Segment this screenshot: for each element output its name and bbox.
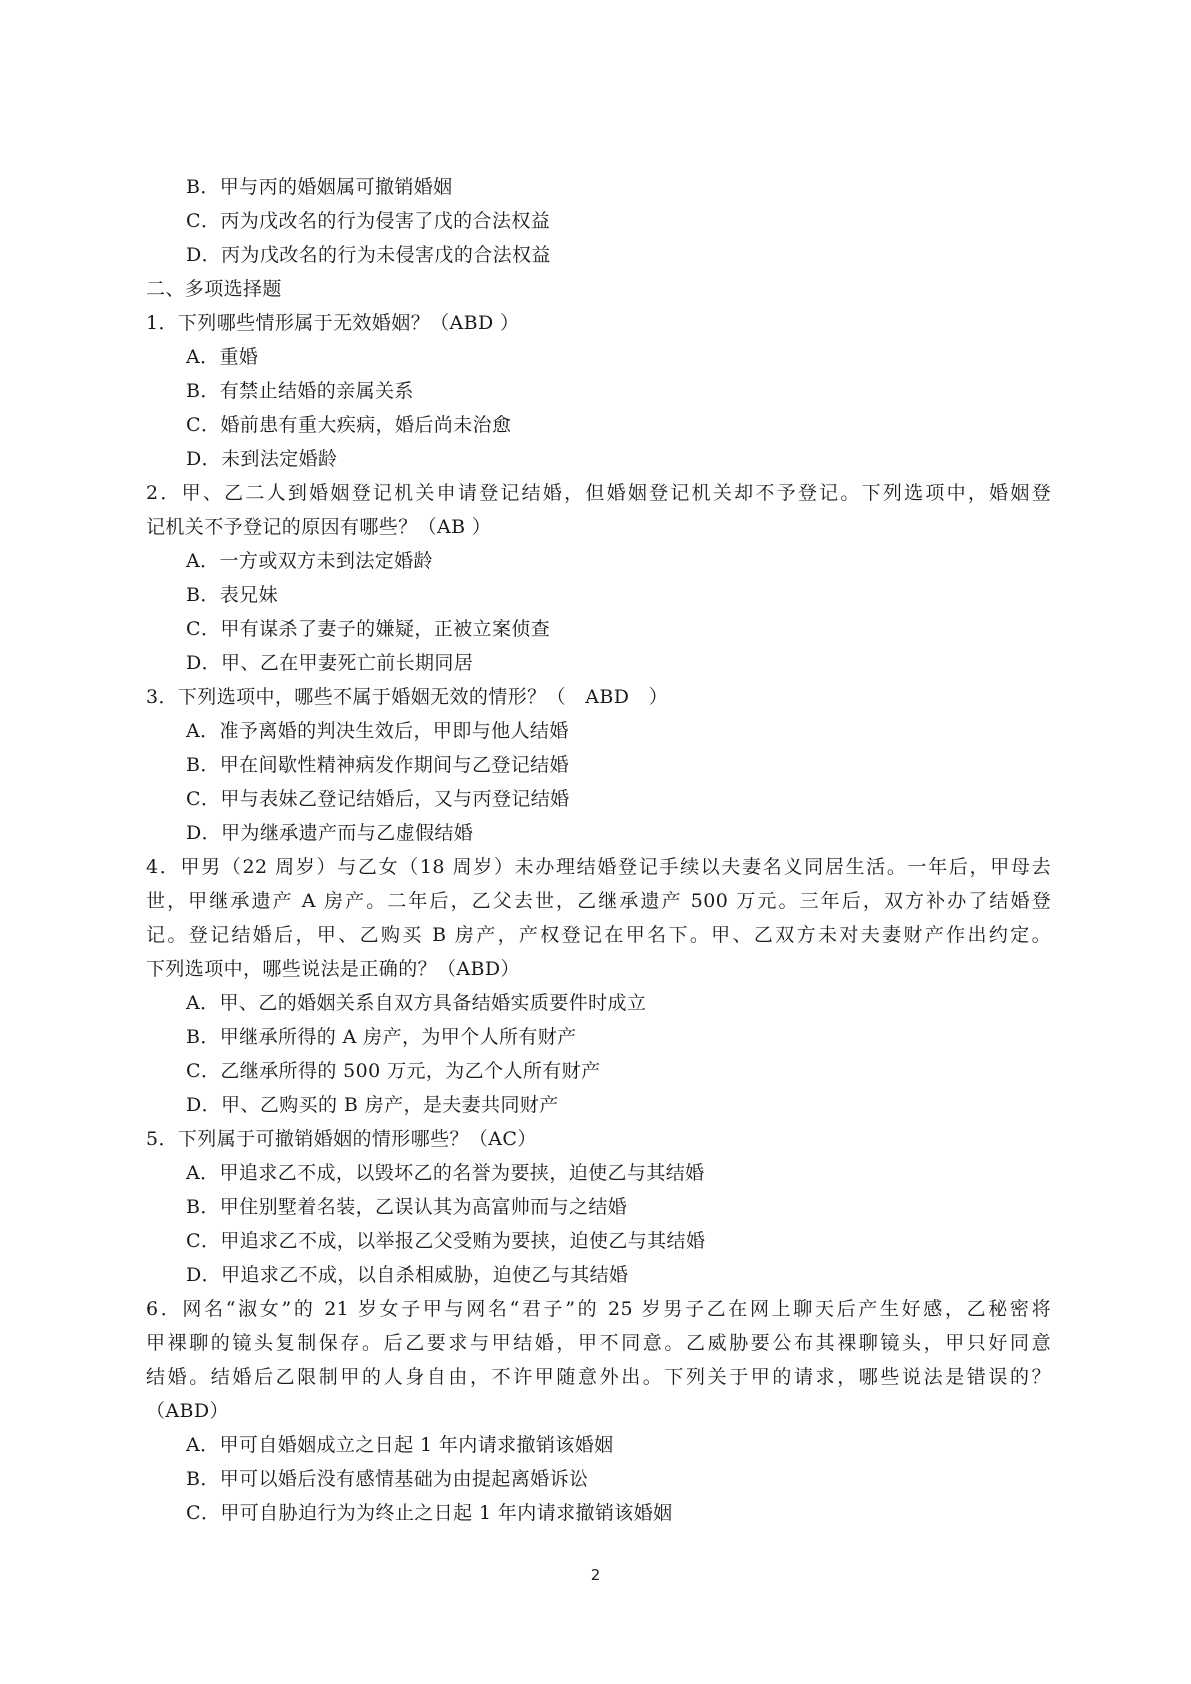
option-item: C．乙继承所得的 500 万元，为乙个人所有财产 [186,1060,601,1082]
question-stem: 1．下列哪些情形属于无效婚姻？（ABD ） [146,312,520,334]
stem-line: 4．甲男（22 周岁）与乙女（18 周岁）未办理结婚登记手续以夫妻名义同居生活。一年后，甲母去 [146,856,1051,878]
page-number: 2 [590,1566,601,1584]
question-stem [146,1292,1051,1428]
question-stem [146,850,1051,986]
option-item: C．甲有谋杀了妻子的嫌疑，正被立案侦查 [186,618,551,640]
option-item: A．重婚 [186,346,259,368]
page-content [146,170,1051,1530]
option-item: A．准予离婚的判决生效后，甲即与他人结婚 [186,720,569,742]
option-item: C．丙为戊改名的行为侵害了戊的合法权益 [186,210,551,232]
option-item: D．丙为戊改名的行为未侵害戊的合法权益 [186,244,551,266]
option-item: B．甲住别墅着名装，乙误认其为高富帅而与之结婚 [186,1196,628,1218]
question-5 [146,1122,1051,1292]
option-item: A．甲追求乙不成，以毁坏乙的名誉为要挟，迫使乙与其结婚 [186,1162,705,1184]
stem-line: （ABD） [146,1400,229,1422]
option-item: B．有禁止结婚的亲属关系 [186,380,414,402]
question-1 [146,306,1051,476]
question-stem [146,476,1051,544]
option-item: B．表兄妹 [186,584,278,606]
question-4 [146,850,1051,1122]
option-item: D．甲追求乙不成，以自杀相威胁，迫使乙与其结婚 [186,1264,629,1286]
option-item: B．甲继承所得的 A 房产，为甲个人所有财产 [186,1026,577,1048]
option-item: A．一方或双方未到法定婚龄 [186,550,433,572]
stem-line: 结婚。结婚后乙限制甲的人身自由，不许甲随意外出。下列关于甲的请求，哪些说法是错误的？ [146,1366,1051,1388]
option-item: B．甲可以婚后没有感情基础为由提起离婚诉讼 [186,1468,589,1490]
question-stem: 3．下列选项中，哪些不属于婚姻无效的情形？（ ABD ） [146,686,669,708]
option-item: B．甲在间歇性精神病发作期间与乙登记结婚 [186,754,569,776]
option-item: D．甲、乙在甲妻死亡前长期同居 [186,652,474,674]
option-item: A．甲、乙的婚姻关系自双方具备结婚实质要件时成立 [186,992,647,1014]
section-title: 二、多项选择题 [146,278,282,300]
question-stem: 5．下列属于可撤销婚姻的情形哪些？（AC） [146,1128,537,1150]
stem-line: 记机关不予登记的原因有哪些？（AB ） [146,516,492,538]
option-item: D．未到法定婚龄 [186,448,338,470]
question-2 [146,476,1051,680]
option-item: D．甲为继承遗产而与乙虚假结婚 [186,822,474,844]
stem-line: 世，甲继承遗产 A 房产。二年后，乙父去世，乙继承遗产 500 万元。三年后，双方补办了结婚登 [146,890,1051,912]
option-item: D．甲、乙购买的 B 房产，是夫妻共同财产 [186,1094,559,1116]
stem-line: 2．甲、乙二人到婚姻登记机关申请登记结婚，但婚姻登记机关却不予登记。下列选项中，婚姻登 [146,482,1051,504]
stem-line: 6．网名“淑女”的 21 岁女子甲与网名“君子”的 25 岁男子乙在网上聊天后产生好感，乙秘密将 [146,1298,1051,1320]
option-item: C．甲追求乙不成，以举报乙父受贿为要挟，迫使乙与其结婚 [186,1230,706,1252]
option-item: A．甲可自婚姻成立之日起 1 年内请求撤销该婚姻 [186,1434,614,1456]
question-3 [146,680,1051,850]
option-item: C．甲可自胁迫行为为终止之日起 1 年内请求撤销该婚姻 [186,1502,673,1524]
option-item: C．婚前患有重大疾病，婚后尚未治愈 [186,414,512,436]
previous-question-options [146,170,1051,272]
stem-line: 记。登记结婚后，甲、乙购买 B 房产，产权登记在甲名下。甲、乙双方未对夫妻财产作出约定。 [146,924,1051,946]
question-6 [146,1292,1051,1530]
stem-line: 下列选项中，哪些说法是正确的？（ABD） [146,958,520,980]
option-item: B．甲与丙的婚姻属可撤销婚姻 [186,176,453,198]
stem-line: 甲裸聊的镜头复制保存。后乙要求与甲结婚，甲不同意。乙威胁要公布其裸聊镜头，甲只好同意 [146,1332,1051,1354]
option-item: C．甲与表妹乙登记结婚后，又与丙登记结婚 [186,788,570,810]
